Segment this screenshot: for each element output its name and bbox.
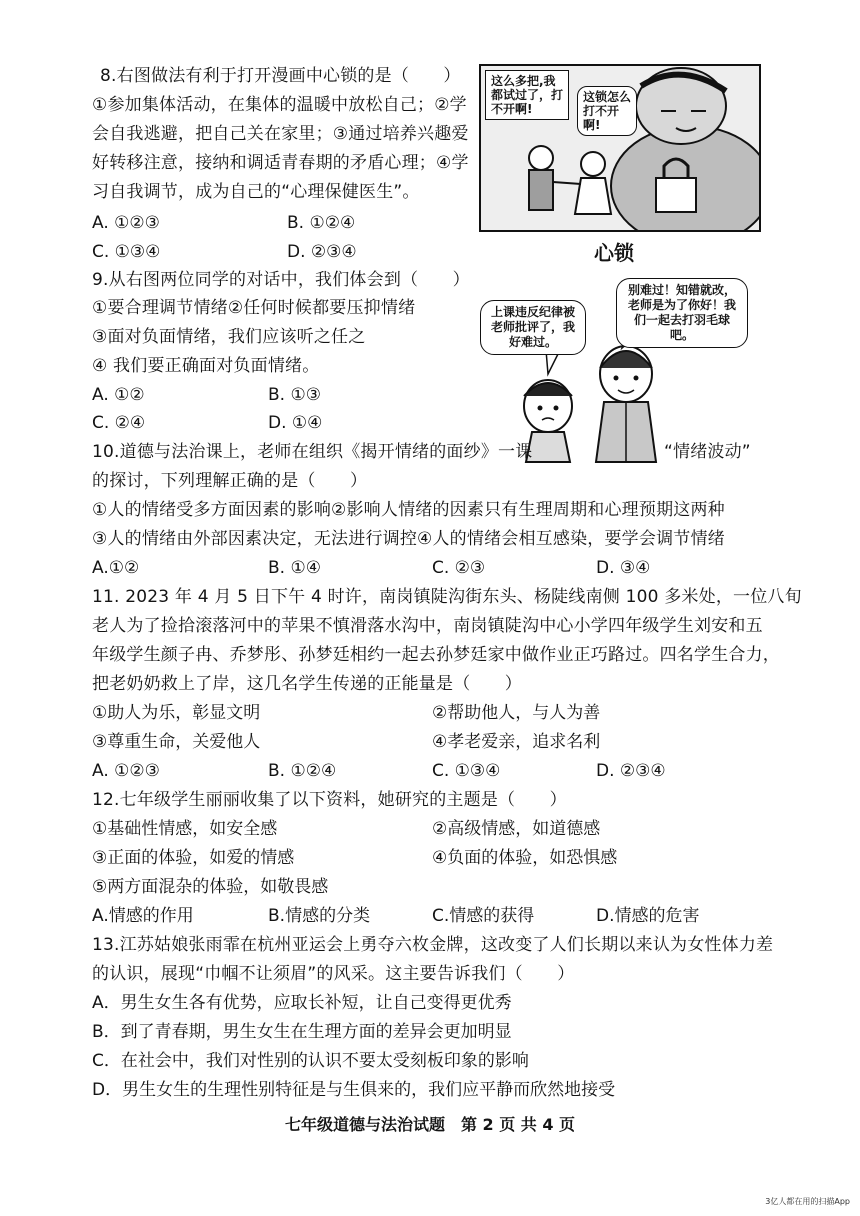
q13-line-2: 的认识，展现“巾帼不让须眉”的风采。这主要告诉我们（ ） xyxy=(92,964,575,984)
q8-line-3: 好转移注意，接纳和调适青春期的矛盾心理；④学 xyxy=(92,153,469,173)
q13-option-a: A．男生女生各有优势，应取长补短，让自己变得更优秀 xyxy=(92,993,512,1013)
comic1-bubble-mid: 这锁怎么打不开啊! xyxy=(577,86,637,136)
q13-line-1: 13.江苏姑娘张雨霏在杭州亚运会上勇夺六枚金牌，这改变了人们长期以来认为女性体力差 xyxy=(92,935,774,955)
q9-line-1: ①要合理调节情绪②任何时候都要压抑情绪 xyxy=(92,298,416,318)
q8-stem: 8.右图做法有利于打开漫画中心锁的是（ ） xyxy=(100,66,461,86)
q8-option-d: D. ②③④ xyxy=(287,242,357,262)
comic2-bubble-right: 别难过！知错就改，老师是为了你好！我们一起去打羽毛球吧。 xyxy=(616,278,748,348)
comic1-bubble-left: 这么多把,我都试过了，打不开啊! xyxy=(485,70,569,120)
q10-line-2: ①人的情绪受多方面因素的影响②影响人情绪的因素只有生理周期和心理预期这两种 xyxy=(92,500,725,520)
scanner-watermark: 3亿人都在用的扫描App xyxy=(765,1197,850,1206)
q11-line-4: 把老奶奶救上了岸，这几名学生传递的正能量是（ ） xyxy=(92,674,522,694)
q8-option-b: B. ①②④ xyxy=(287,213,356,233)
q11-item-1: ①助人为乐，彰显文明 xyxy=(92,703,261,723)
q13-option-d: D．男生女生的生理性别特征是与生俱来的，我们应平静而欣然地接受 xyxy=(92,1080,616,1100)
q10-option-d: D. ③④ xyxy=(596,558,651,578)
q12-item-4: ④负面的体验，如恐惧感 xyxy=(432,848,618,868)
q9-stem: 9.从右图两位同学的对话中，我们体会到（ ） xyxy=(92,270,470,290)
q11-line-1: 11. 2023 年 4 月 5 日下午 4 时许，南岗镇陡沟街东头、杨陡线南侧 100 多米处，一位八旬 xyxy=(92,587,802,607)
q11-item-3: ③尊重生命，关爱他人 xyxy=(92,732,261,752)
q11-item-2: ②帮助他人，与人为善 xyxy=(432,703,601,723)
q8-line-1: ①参加集体活动，在集体的温暖中放松自己；②学 xyxy=(92,95,467,115)
q10-stem-tail: “情绪波动” xyxy=(664,442,751,462)
q12-item-2: ②高级情感，如道德感 xyxy=(432,819,601,839)
q11-option-b: B. ①②④ xyxy=(268,761,337,781)
q12-option-b: B.情感的分类 xyxy=(268,906,371,926)
q12-option-a: A.情感的作用 xyxy=(92,906,194,926)
q12-item-1: ①基础性情感，如安全感 xyxy=(92,819,278,839)
heart-lock-comic xyxy=(479,64,761,232)
q11-item-4: ④孝老爱亲，追求名利 xyxy=(432,732,601,752)
q10-option-b: B. ①④ xyxy=(268,558,321,578)
q11-option-c: C. ①③④ xyxy=(432,761,501,781)
q12-option-c: C.情感的获得 xyxy=(432,906,535,926)
q8-option-a: A. ①②③ xyxy=(92,213,160,233)
q11-line-3: 年级学生颜子冉、乔梦彤、孙梦廷相约一起去孙梦廷家中做作业正巧路过。四名学生合力， xyxy=(92,645,780,665)
q9-option-d: D. ①④ xyxy=(268,413,323,433)
q9-line-3: ④ 我们要正确面对负面情绪。 xyxy=(92,356,320,376)
q8-line-4: 习自我调节，成为自己的“心理保健医生”。 xyxy=(92,182,420,202)
q12-item-3: ③正面的体验，如爱的情感 xyxy=(92,848,295,868)
q9-option-a: A. ①② xyxy=(92,385,145,405)
q11-line-2: 老人为了捡拾滚落河中的苹果不慎滑落水沟中，南岗镇陡沟中心小学四年级学生刘安和五 xyxy=(92,616,763,636)
q11-option-a: A. ①②③ xyxy=(92,761,160,781)
comic1-caption: 心锁 xyxy=(594,241,634,265)
q10-line-3: ③人的情绪由外部因素决定，无法进行调控④人的情绪会相互感染，要学会调节情绪 xyxy=(92,529,725,549)
q9-line-2: ③面对负面情绪，我们应该听之任之 xyxy=(92,327,366,347)
q13-option-c: C．在社会中，我们对性别的认识不要太受刻板印象的影响 xyxy=(92,1051,529,1071)
q11-option-d: D. ②③④ xyxy=(596,761,666,781)
q9-option-c: C. ②④ xyxy=(92,413,146,433)
q10-option-c: C. ②③ xyxy=(432,558,486,578)
q9-option-b: B. ①③ xyxy=(268,385,321,405)
q8-option-c: C. ①③④ xyxy=(92,242,161,262)
q13-option-b: B．到了青春期，男生女生在生理方面的差异会更加明显 xyxy=(92,1022,512,1042)
q8-line-2: 会自我逃避，把自己关在家里；③通过培养兴趣爱 xyxy=(92,124,469,144)
q10-stem: 10.道德与法治课上，老师在组织《揭开情绪的面纱》一课 xyxy=(92,442,533,462)
comic2-bubble-left: 上课违反纪律被老师批评了，我好难过。 xyxy=(480,300,586,355)
q10-option-a: A.①② xyxy=(92,558,140,578)
q10-line-1: 的探讨，下列理解正确的是（ ） xyxy=(92,471,368,491)
page-footer: 七年级道德与法治试题 第 2 页 共 4 页 xyxy=(284,1115,576,1134)
q12-item-5: ⑤两方面混杂的体验，如敬畏感 xyxy=(92,877,329,897)
q12-stem: 12.七年级学生丽丽收集了以下资料，她研究的主题是（ ） xyxy=(92,790,567,810)
q12-option-d: D.情感的危害 xyxy=(596,906,700,926)
